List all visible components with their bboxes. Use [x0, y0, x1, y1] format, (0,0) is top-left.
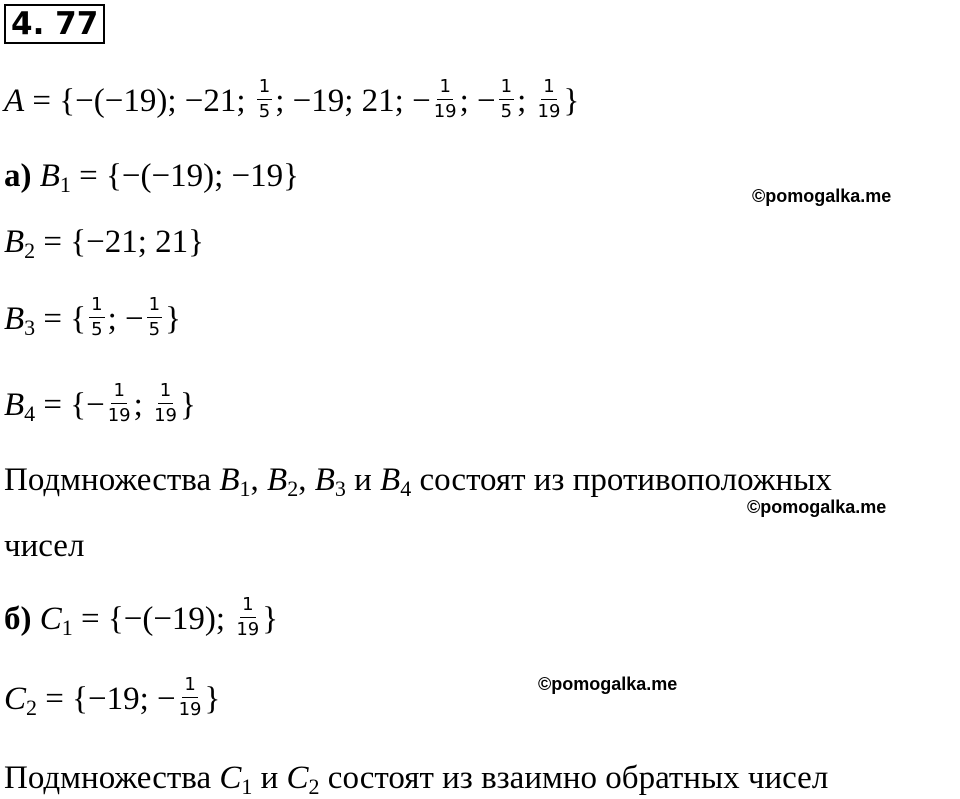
b4-line: $B_4$ = {− $\frac{1}{19}$ ; $\frac{1}{19}$ } [4, 380, 196, 427]
fraction: $\frac{1}{5}$ [500, 76, 513, 122]
set-a-symbol: A [4, 83, 25, 120]
part-a-conclusion-cont: чисел [4, 528, 85, 564]
fraction: $\frac{1}{5}$ [258, 76, 271, 122]
c2-line: $C_2 = \{-19$; − $\frac{1}{19}$ } [4, 674, 221, 721]
part-b-conclusion: Подмножества $C_1$ и $C_2$ состоят из взаимно обратных чисел [4, 760, 829, 799]
set-a-line: A = {−(−19); −21; $\frac{1}{5}$ ; −19; 21; − $\frac{1}{19}$ ; − $\frac{1}{5}$ ; $\frac{1}{19}$ } [4, 76, 580, 122]
fraction: $\frac{1}{5}$ [91, 294, 103, 340]
problem-number: 4. 77 [4, 4, 105, 44]
fraction: $\frac{1}{19}$ [537, 76, 561, 122]
part-a-label: а) [4, 158, 32, 194]
b2-line: $B_2 = \{-21$; 21} [4, 224, 204, 263]
fraction: $\frac{1}{19}$ [433, 76, 457, 122]
fraction: $\frac{1}{5}$ [148, 294, 161, 340]
watermark: ©pomogalka.me [747, 497, 887, 517]
fraction: $\frac{1}{19}$ [107, 380, 131, 426]
fraction: $\frac{1}{19}$ [178, 674, 202, 720]
b1-line: а) $B_1 = \{-(-19)$; −19} [4, 158, 299, 197]
part-b-label: б) [4, 601, 32, 638]
fraction: $\frac{1}{19}$ [236, 594, 260, 640]
watermark: ©pomogalka.me [538, 674, 678, 694]
watermark: ©pomogalka.me [752, 186, 892, 206]
c1-line: б) $C_1 = \{-(-19)$; $\frac{1}{19}$ } [4, 594, 279, 641]
part-a-conclusion: Подмножества $B_1$, $B_2$, $B_3$ и $B_4$ состоят из противоположных [4, 462, 832, 501]
b3-line: $B_3$ = { $\frac{1}{5}$ ; − $\frac{1}{5}$ } [4, 294, 181, 341]
fraction: $\frac{1}{19}$ [154, 380, 177, 426]
